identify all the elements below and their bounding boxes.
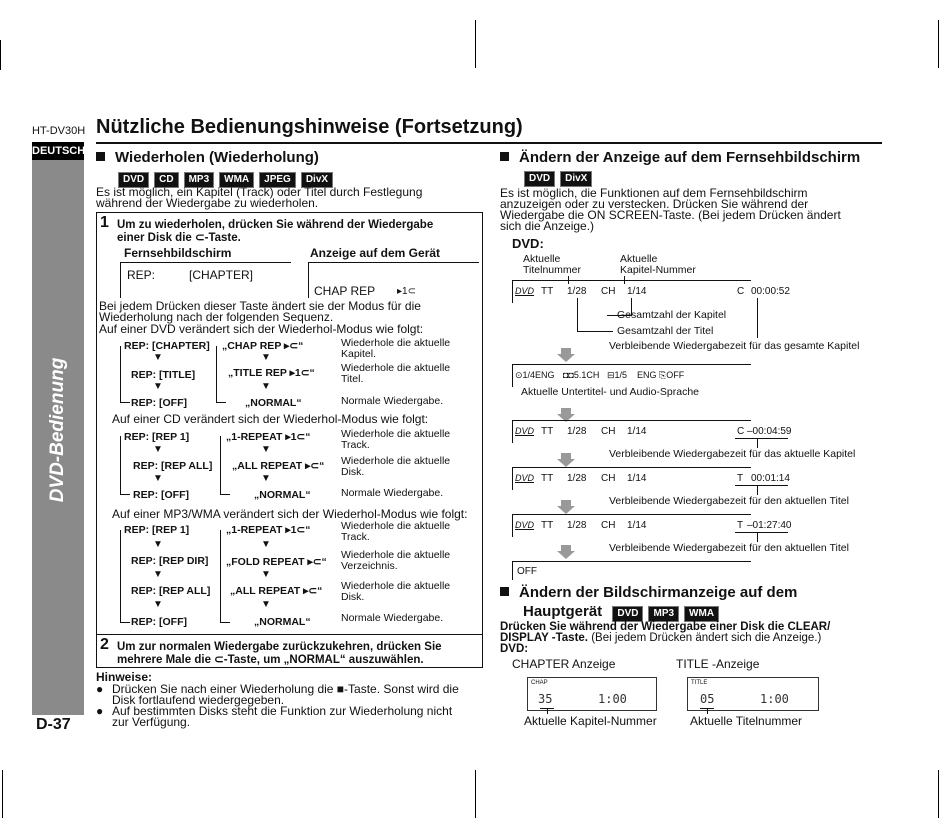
note-bullet: ● (96, 704, 104, 718)
body-text: Auf einer CD verändert sich der Wiederhol-Modus wie folgt: (112, 412, 429, 426)
cd-desc: Wiederhole die aktuelle (341, 428, 451, 440)
dvd-badge: DVD (524, 171, 555, 187)
note-text: Auf bestimmten Disks steht die Funktion zur Wiederholung nicht (112, 704, 453, 718)
mp3-unit-all-repeat: „ALL REPEAT ▸⊂“ (230, 585, 323, 597)
step-number: 2 (100, 636, 109, 653)
jpeg-badge: JPEG (259, 172, 296, 188)
step-text: mehrere Male die ⊂-Taste, um „NORMAL“ auszuwählen. (117, 654, 424, 666)
mp3-unit-fold-repeat: „FOLD REPEAT ▸⊂“ (226, 556, 327, 568)
unit-display-text: CHAP REP (314, 284, 376, 298)
dvd-desc: Normale Wiedergabe. (341, 395, 444, 407)
mp3-desc: Track. (341, 531, 370, 543)
dvd-label: DVD: (512, 236, 544, 251)
mp3-desc: Verzeichnis. (341, 560, 398, 572)
intro-text: während der Wiedergabe zu wiederholen. (96, 196, 319, 210)
page-number: D-37 (36, 716, 71, 733)
page-title: Nützliche Bedienungshinweise (Fortsetzung) (96, 116, 523, 138)
section-heading-unit: Ändern der Bildschirmanzeige auf dem (500, 584, 797, 601)
dvd-desc: Titel. (341, 373, 364, 385)
body-text: Drücken Sie während der Wiedergabe einer Disk die CLEAR/ (500, 621, 831, 633)
display-badges (524, 168, 597, 187)
dvd-rep-off: REP: [OFF] (131, 397, 187, 409)
note-text: Drücken Sie nach einer Wiederholung die ■-Taste. Sonst wird die (112, 682, 459, 696)
osd-row-1: DVD TT 1/28 CH 1/14 C 00:00:52 (515, 286, 790, 297)
note-text: Disk fortlaufend wiedergegeben. (112, 693, 285, 707)
intro-text: Es ist möglich, die Funktionen auf dem Fernsehbildschirm (500, 186, 808, 200)
step-text: Um zur normalen Wiedergabe zurückzukehren, drücken Sie (117, 641, 442, 653)
cd-desc: Track. (341, 439, 370, 451)
dvd-desc: Wiederhole die aktuelle (341, 337, 451, 349)
section-heading-repeat: Wiederholen (Wiederholung) (96, 149, 319, 166)
mp3-unit-1-repeat: „1-REPEAT ▸1⊂“ (226, 524, 311, 536)
annotation: Aktuelle (620, 253, 658, 265)
mp3-desc: Disk. (341, 591, 365, 603)
lcd-caption: Aktuelle Kapitel-Nummer (524, 714, 657, 728)
divx-badge: DivX (301, 172, 333, 188)
language-tab: DEUTSCH (32, 142, 84, 160)
wma-badge: WMA (219, 172, 254, 188)
crop-mark (938, 770, 939, 818)
cd-unit-normal: „NORMAL“ (254, 489, 311, 501)
mp3-rep-1: REP: [REP 1] (124, 524, 190, 536)
annotation: Gesamtzahl der Titel (617, 325, 714, 337)
section-heading-display: Ändern der Anzeige auf dem Fernsehbildschirm (500, 149, 860, 166)
intro-text: sich die Anzeige.) (500, 219, 595, 233)
dvd-badge: DVD (612, 606, 643, 622)
lcd-chapter-display: CHAP 35 1:00 (527, 677, 657, 711)
cd-rep-off: REP: [OFF] (133, 489, 189, 501)
mp3-unit-normal: „NORMAL“ (254, 616, 311, 628)
dvd-desc: Kapitel. (341, 348, 377, 360)
wma-badge: WMA (684, 606, 719, 622)
intro-text: Wiedergabe die ON SCREEN-Taste. (Bei jedem Drücken ändert (500, 208, 841, 222)
dvd-label: DVD: (500, 643, 529, 655)
cd-desc: Disk. (341, 466, 365, 478)
dvd-rep-chapter: REP: [CHAPTER] (124, 340, 210, 352)
dvd-unit-chap-rep: „CHAP REP ▸⊂“ (222, 340, 304, 352)
crop-mark (475, 770, 476, 818)
annotation: Titelnummer (523, 264, 581, 276)
cd-badge: CD (154, 172, 178, 188)
body-text: Bei jedem Drücken dieser Taste ändert sie der Modus für die (99, 299, 421, 313)
body-text: Auf einer MP3/WMA verändert sich der Wiederhol-Modus wie folgt: (112, 507, 468, 521)
lcd-label: CHAPTER Anzeige (512, 657, 616, 671)
repeat-icon: ▸1⊂ (397, 286, 416, 297)
tv-rep-label: REP: (127, 268, 156, 282)
osd-row-2: ⊙1/4ENG ◘◘5.1CH ⊟1/5 ENG ⎘OFF (515, 370, 685, 380)
lcd-label: TITLE -Anzeige (676, 657, 760, 671)
body-text: Auf einer DVD verändert sich der Wiederhol-Modus wie folgt: (99, 322, 424, 336)
title-rule (96, 142, 882, 144)
note-text: zur Verfügung. (112, 715, 191, 729)
lcd-title-display: TITLE 05 1:00 (687, 677, 819, 711)
osd-row-3: DVD TT 1/28 CH 1/14 C –00:04:59 (515, 426, 792, 437)
annotation: Gesamtzahl der Kapitel (617, 309, 727, 321)
notes-heading: Hinweise: (96, 670, 153, 684)
annotation: Verbleibende Wiedergabezeit für den aktuellen Titel (609, 495, 849, 507)
cd-desc: Normale Wiedergabe. (341, 487, 444, 499)
divx-badge: DivX (560, 171, 592, 187)
mp3-badge: MP3 (648, 606, 679, 622)
annotation: Aktuelle (523, 253, 561, 265)
annotation: Kapitel-Nummer (620, 264, 696, 276)
column-header: Anzeige auf dem Gerät (310, 246, 441, 260)
dvd-rep-title: REP: [TITLE] (131, 369, 196, 381)
mp3-badge: MP3 (184, 172, 215, 188)
mp3-desc: Wiederhole die aktuelle (341, 549, 451, 561)
mp3-rep-off: REP: [OFF] (131, 616, 187, 628)
intro-text: anzuzeigen oder zu verstecken. Drücken Sie während der (500, 197, 809, 211)
cd-rep-1: REP: [REP 1] (124, 431, 190, 443)
step-number: 1 (100, 214, 109, 231)
tv-rep-value: [CHAPTER] (189, 268, 254, 282)
intro-text: Es ist möglich, ein Kapitel (Track) oder Titel durch Festlegung (96, 185, 423, 199)
annotation: Verbleibende Wiedergabezeit für das gesamte Kapitel (609, 340, 860, 352)
cd-desc: Wiederhole die aktuelle (341, 455, 451, 467)
cd-unit-all-repeat: „ALL REPEAT ▸⊂“ (232, 460, 325, 472)
note-bullet: ● (96, 682, 104, 696)
section-label: DVD-Bedienung (47, 357, 68, 503)
section-heading-unit-2: Hauptgerät DVD MP3 WMA (523, 603, 724, 622)
step-text: einer Disk die ⊂-Taste. (117, 232, 241, 244)
cd-rep-all: REP: [REP ALL] (133, 460, 213, 472)
crop-mark (938, 20, 939, 68)
annotation: Verbleibende Wiedergabezeit für das aktuelle Kapitel (609, 448, 856, 460)
cd-unit-1-repeat: „1-REPEAT ▸1⊂“ (226, 431, 311, 443)
model-number: HT-DV30H (32, 125, 86, 137)
mp3-rep-all: REP: [REP ALL] (131, 585, 211, 597)
mp3-desc: Wiederhole die aktuelle (341, 520, 451, 532)
annotation: Verbleibende Wiedergabezeit für den aktuellen Titel (609, 542, 849, 554)
annotation: Aktuelle Untertitel- und Audio-Sprache (521, 386, 700, 398)
dvd-unit-title-rep: „TITLE REP ▸1⊂“ (228, 367, 315, 379)
mp3-rep-dir: REP: [REP DIR] (131, 555, 209, 567)
mp3-desc: Wiederhole die aktuelle (341, 580, 451, 592)
osd-off: OFF (517, 566, 537, 577)
dvd-badge: DVD (118, 172, 149, 188)
step-text: Um zu wiederholen, drücken Sie während der Wiedergabe (117, 219, 434, 231)
lcd-caption: Aktuelle Titelnummer (690, 714, 803, 728)
column-header: Fernsehbildschirm (124, 246, 232, 260)
mp3-desc: Normale Wiedergabe. (341, 612, 444, 624)
crop-mark (2, 770, 3, 818)
dvd-unit-normal: „NORMAL“ (245, 397, 302, 409)
crop-mark (475, 20, 476, 68)
osd-row-4: DVD TT 1/28 CH 1/14 T 00:01:14 (515, 473, 790, 484)
body-text: DISPLAY -Taste. (Bei jedem Drücken ändert sich die Anzeige.) (500, 632, 822, 644)
dvd-desc: Wiederhole die aktuelle (341, 362, 451, 374)
osd-row-5: DVD TT 1/28 CH 1/14 T –01:27:40 (515, 520, 792, 531)
body-text: Wiederholung nach der folgenden Sequenz. (99, 310, 334, 324)
